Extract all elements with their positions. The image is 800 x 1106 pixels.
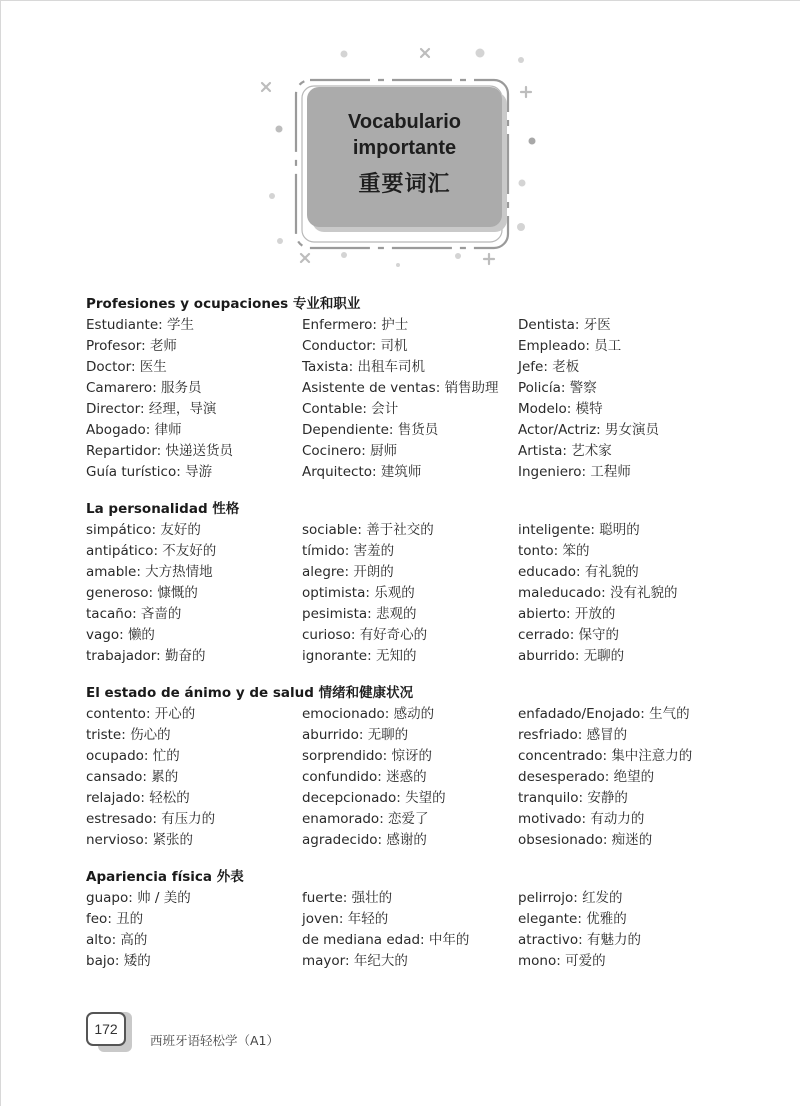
vocab-entry	[86, 462, 212, 483]
spanish-term: Abogado:	[86, 422, 151, 438]
spanish-term: desesperado:	[518, 769, 610, 785]
vocab-row	[86, 746, 726, 767]
chinese-translation: 可爱的	[565, 953, 606, 969]
spanish-term: Arquitecto:	[302, 464, 377, 480]
vocab-entry	[302, 420, 438, 441]
title-line-1: Vocabulario	[348, 111, 461, 133]
vocab-entry	[518, 888, 623, 909]
spanish-term: resfriado:	[518, 727, 583, 743]
vocab-entry	[302, 746, 432, 767]
vocab-entry	[86, 583, 198, 604]
page-number-badge	[86, 1012, 126, 1046]
section-heading: Apariencia física 外表	[86, 869, 244, 885]
chinese-translation: 绝望的	[613, 769, 655, 785]
chinese-translation: 矮的	[123, 953, 151, 969]
vocab-section	[86, 499, 726, 667]
chinese-translation: 工程师	[590, 464, 631, 480]
vocab-section	[86, 683, 726, 851]
chinese-translation: 慷慨的	[157, 585, 198, 601]
chinese-translation: 医生	[139, 359, 167, 375]
vocab-entry	[518, 625, 619, 646]
title-line-2: importante	[352, 137, 457, 159]
chinese-translation: 高的	[120, 932, 148, 948]
chinese-translation: 安静的	[587, 790, 628, 806]
vocab-row	[86, 420, 726, 441]
page-number: 172	[94, 1021, 118, 1037]
spanish-term: abierto:	[518, 606, 571, 622]
chinese-translation: 强壮的	[351, 890, 393, 906]
chinese-translation: 感冒的	[586, 727, 628, 743]
section-heading: Profesiones y ocupaciones 专业和职业	[86, 296, 361, 312]
vocab-entry	[86, 725, 171, 746]
vocab-row	[86, 909, 726, 930]
book-title: 西班牙语轻松学（A1）	[150, 1033, 280, 1048]
spanish-term: atractivo:	[518, 932, 583, 948]
chinese-translation: 丑的	[116, 911, 144, 927]
spanish-term: confundido:	[302, 769, 382, 785]
spanish-term: pelirrojo:	[518, 890, 578, 906]
chinese-translation: 年纪大的	[353, 953, 408, 969]
chinese-translation: 出租车司机	[357, 359, 425, 375]
vocab-row	[86, 604, 726, 625]
spanish-term: simpático:	[86, 522, 157, 538]
chinese-translation: 有礼貌的	[584, 564, 639, 580]
section-heading: El estado de ánimo y de salud 情绪和健康状况	[86, 685, 414, 701]
vocab-entry	[86, 336, 177, 357]
vocab-entry	[518, 604, 615, 625]
vocab-row	[86, 830, 726, 851]
chinese-translation: 无聊的	[583, 648, 625, 664]
chinese-translation: 害羞的	[353, 543, 395, 559]
chinese-translation: 乐观的	[374, 585, 415, 601]
vocab-entry	[302, 604, 417, 625]
chinese-translation: 销售助理	[444, 380, 499, 396]
chinese-translation: 有好奇心的	[359, 627, 428, 643]
vocab-entry	[86, 930, 147, 951]
vocab-entry	[86, 788, 190, 809]
spanish-term: Actor/Actriz:	[518, 422, 601, 438]
vocab-entry	[86, 420, 182, 441]
spanish-term: Camarero:	[86, 380, 157, 396]
spanish-term: tonto:	[518, 543, 559, 559]
vocab-entry	[302, 378, 499, 399]
chinese-translation: 模特	[575, 401, 603, 417]
vocab-entry	[518, 520, 640, 541]
chinese-translation: 开朗的	[353, 564, 394, 580]
spanish-term: Contable:	[302, 401, 367, 417]
vocab-entry	[86, 441, 233, 462]
spanish-term: ocupado:	[86, 748, 149, 764]
chinese-translation: 售货员	[397, 422, 439, 438]
spanish-term: Dependiente:	[302, 422, 394, 438]
spanish-term: vago:	[86, 627, 124, 643]
vocab-row	[86, 725, 726, 746]
vocab-entry	[518, 930, 641, 951]
vocab-entry	[302, 830, 427, 851]
vocab-row	[86, 646, 726, 667]
spanish-term: alto:	[86, 932, 117, 948]
spanish-term: joven:	[302, 911, 344, 927]
vocab-entry	[302, 315, 408, 336]
spanish-term: Jefe:	[518, 359, 548, 375]
chinese-translation: 律师	[154, 422, 182, 438]
spanish-term: aburrido:	[518, 648, 580, 664]
vocab-row	[86, 704, 726, 725]
vocab-entry	[518, 336, 621, 357]
chinese-translation: 友好的	[160, 522, 201, 538]
spanish-term: triste:	[86, 727, 126, 743]
spanish-term: Taxista:	[302, 359, 354, 375]
chinese-translation: 轻松的	[149, 790, 190, 806]
chinese-translation: 有魅力的	[586, 932, 641, 948]
spanish-term: cansado:	[86, 769, 147, 785]
vocab-entry	[518, 357, 579, 378]
vocab-entry	[86, 830, 193, 851]
vocab-entry	[302, 788, 446, 809]
chinese-translation: 大方热情地	[145, 564, 213, 580]
spanish-term: obsesionado:	[518, 832, 608, 848]
spanish-term: concentrado:	[518, 748, 608, 764]
chinese-translation: 学生	[167, 317, 195, 333]
chinese-translation: 导游	[185, 464, 213, 480]
vocab-entry	[518, 646, 624, 667]
spanish-term: mono:	[518, 953, 561, 969]
spanish-term: de mediana edad:	[302, 932, 425, 948]
vocab-row	[86, 888, 726, 909]
vocab-entry	[518, 767, 654, 788]
vocab-entry	[302, 541, 394, 562]
chinese-translation: 失望的	[405, 790, 446, 806]
spanish-term: nervioso:	[86, 832, 149, 848]
vocab-entry	[302, 809, 429, 830]
vocab-entry	[302, 583, 415, 604]
chinese-translation: 男女演员	[605, 422, 660, 438]
spanish-term: antipático:	[86, 543, 158, 559]
vocab-entry	[86, 888, 191, 909]
spanish-term: amable:	[86, 564, 141, 580]
chinese-translation: 中年的	[428, 932, 470, 948]
spanish-term: Modelo:	[518, 401, 572, 417]
vocab-entry	[518, 420, 659, 441]
chinese-translation: 开放的	[574, 606, 616, 622]
chinese-translation: 悲观的	[376, 606, 417, 622]
vocab-entry	[302, 930, 469, 951]
spanish-term: Cocinero:	[302, 443, 366, 459]
chinese-translation: 艺术家	[571, 443, 612, 459]
chinese-translation: 牙医	[583, 317, 611, 333]
chinese-translation: 服务员	[161, 380, 202, 396]
chinese-translation: 痴迷的	[611, 832, 653, 848]
vocab-row	[86, 541, 726, 562]
vocab-row	[86, 625, 726, 646]
vocab-entry	[302, 725, 408, 746]
chinese-translation: 有动力的	[590, 811, 645, 827]
spanish-term: educado:	[518, 564, 581, 580]
vocab-entry	[518, 909, 627, 930]
vocab-entry	[86, 315, 194, 336]
vocab-entry	[86, 399, 216, 420]
vocab-row	[86, 930, 726, 951]
spanish-term: maleducado:	[518, 585, 606, 601]
chinese-translation: 迷惑的	[386, 769, 427, 785]
spanish-term: ignorante:	[302, 648, 372, 664]
vocab-entry	[518, 399, 603, 420]
spanish-term: generoso:	[86, 585, 154, 601]
chinese-translation: 懒的	[127, 627, 155, 643]
spanish-term: aburrido:	[302, 727, 364, 743]
spanish-term: emocionado:	[302, 706, 390, 722]
spanish-term: agradecido:	[302, 832, 383, 848]
vocab-entry	[518, 441, 612, 462]
spanish-term: Policía:	[518, 380, 566, 396]
vocab-entry	[518, 788, 628, 809]
chinese-translation: 开心的	[154, 706, 196, 722]
spanish-term: enfadado/Enojado:	[518, 706, 645, 722]
vocabulary-list	[86, 294, 726, 988]
vocab-entry	[86, 746, 180, 767]
spanish-term: tímido:	[302, 543, 350, 559]
vocab-entry	[86, 625, 155, 646]
vocab-row	[86, 336, 726, 357]
spanish-term: Profesor:	[86, 338, 146, 354]
vocab-entry	[86, 704, 195, 725]
spanish-term: Conductor:	[302, 338, 377, 354]
vocab-entry	[302, 767, 427, 788]
vocab-entry	[518, 562, 639, 583]
chinese-translation: 员工	[594, 338, 622, 354]
chinese-translation: 生气的	[649, 706, 690, 722]
spanish-term: Empleado:	[518, 338, 590, 354]
vocab-row	[86, 462, 726, 483]
chinese-translation: 司机	[380, 338, 408, 354]
vocab-entry	[302, 625, 427, 646]
chinese-translation: 帅 / 美的	[137, 890, 191, 906]
vocab-entry	[518, 704, 690, 725]
chinese-translation: 集中注意力的	[611, 748, 693, 764]
chinese-translation: 伤心的	[130, 727, 171, 743]
chinese-translation: 红发的	[582, 890, 623, 906]
spanish-term: sorprendido:	[302, 748, 388, 764]
section-heading: La personalidad 性格	[86, 501, 240, 517]
chinese-translation: 勤奋的	[164, 648, 206, 664]
chinese-translation: 年轻的	[347, 911, 389, 927]
vocab-entry	[302, 888, 392, 909]
spanish-term: enamorado:	[302, 811, 384, 827]
spanish-term: curioso:	[302, 627, 356, 643]
vocab-entry	[302, 336, 408, 357]
page-footer	[86, 1012, 386, 1058]
spanish-term: elegante:	[518, 911, 582, 927]
vocab-section	[86, 867, 726, 972]
spanish-term: Ingeniero:	[518, 464, 587, 480]
title-chinese: 重要词汇	[358, 172, 451, 197]
spanish-term: Artista:	[518, 443, 567, 459]
vocab-row	[86, 399, 726, 420]
spanish-term: fuerte:	[302, 890, 348, 906]
vocab-entry	[86, 562, 213, 583]
chinese-translation: 聪明的	[599, 522, 640, 538]
vocab-entry	[86, 767, 178, 788]
chinese-translation: 建筑师	[380, 464, 422, 480]
chinese-translation: 厨师	[370, 443, 398, 459]
chinese-translation: 恋爱了	[388, 811, 429, 827]
chinese-translation: 护士	[381, 317, 409, 333]
spanish-term: tranquilo:	[518, 790, 584, 806]
chinese-translation: 会计	[371, 401, 399, 417]
vocab-entry	[302, 909, 388, 930]
chinese-translation: 累的	[151, 769, 179, 785]
vocab-row	[86, 767, 726, 788]
chinese-translation: 不友好的	[162, 543, 217, 559]
vocab-row	[86, 357, 726, 378]
vocab-row	[86, 520, 726, 541]
spanish-term: decepcionado:	[302, 790, 401, 806]
vocab-entry	[518, 830, 652, 851]
vocab-entry	[86, 604, 181, 625]
spanish-term: tacaño:	[86, 606, 137, 622]
vocab-entry	[518, 315, 611, 336]
spanish-term: Guía turístico:	[86, 464, 181, 480]
chinese-translation: 有压力的	[161, 811, 216, 827]
spanish-term: sociable:	[302, 522, 362, 538]
chinese-translation: 笨的	[562, 543, 590, 559]
spanish-term: Asistente de ventas:	[302, 380, 441, 396]
chinese-translation: 无聊的	[367, 727, 409, 743]
vocab-row	[86, 951, 726, 972]
vocab-entry	[518, 725, 627, 746]
vocab-row	[86, 583, 726, 604]
chinese-translation: 忙的	[152, 748, 180, 764]
spanish-term: pesimista:	[302, 606, 372, 622]
chinese-translation: 老师	[149, 338, 177, 354]
chinese-translation: 经理，导演	[148, 401, 217, 417]
vocab-row	[86, 788, 726, 809]
vocab-entry	[302, 646, 416, 667]
vocab-entry	[302, 357, 425, 378]
spanish-term: cerrado:	[518, 627, 575, 643]
vocab-entry	[86, 520, 201, 541]
chinese-translation: 紧张的	[152, 832, 194, 848]
spanish-term: Dentista:	[518, 317, 580, 333]
vocab-row	[86, 378, 726, 399]
chinese-translation: 保守的	[578, 627, 620, 643]
vocab-entry	[302, 520, 434, 541]
vocab-row	[86, 315, 726, 336]
vocab-entry	[86, 909, 143, 930]
chinese-translation: 快递送货员	[165, 443, 234, 459]
spanish-term: alegre:	[302, 564, 350, 580]
chinese-translation: 感谢的	[386, 832, 427, 848]
vocab-row	[86, 809, 726, 830]
chinese-translation: 老板	[552, 359, 580, 375]
spanish-term: bajo:	[86, 953, 120, 969]
spanish-term: Doctor:	[86, 359, 136, 375]
chinese-translation: 警察	[569, 380, 597, 396]
vocab-entry	[518, 541, 590, 562]
vocab-entry	[86, 646, 205, 667]
spanish-term: inteligente:	[518, 522, 595, 538]
header-title	[307, 87, 502, 227]
vocab-entry	[518, 583, 677, 604]
spanish-term: Repartidor:	[86, 443, 162, 459]
vocab-entry	[518, 809, 644, 830]
spanish-term: Director:	[86, 401, 145, 417]
vocab-entry	[302, 462, 421, 483]
spanish-term: mayor:	[302, 953, 350, 969]
spanish-term: contento:	[86, 706, 151, 722]
chinese-translation: 无知的	[375, 648, 417, 664]
spanish-term: feo:	[86, 911, 112, 927]
vocab-entry	[302, 441, 397, 462]
vocab-entry	[302, 951, 408, 972]
chinese-translation: 善于社交的	[366, 522, 434, 538]
vocab-section	[86, 294, 726, 483]
chinese-translation: 惊讶的	[391, 748, 433, 764]
spanish-term: motivado:	[518, 811, 587, 827]
chinese-translation: 优雅的	[586, 911, 627, 927]
chinese-translation: 感动的	[393, 706, 435, 722]
vocab-entry	[86, 378, 202, 399]
vocab-entry	[86, 541, 216, 562]
vocab-entry	[518, 746, 692, 767]
vocab-entry	[302, 562, 394, 583]
chinese-translation: 吝啬的	[140, 606, 182, 622]
vocab-entry	[86, 951, 151, 972]
spanish-term: guapo:	[86, 890, 133, 906]
vocab-row	[86, 562, 726, 583]
vocab-entry	[302, 704, 434, 725]
spanish-term: Estudiante:	[86, 317, 163, 333]
vocab-entry	[302, 399, 398, 420]
spanish-term: estresado:	[86, 811, 157, 827]
spanish-term: optimista:	[302, 585, 370, 601]
spanish-term: trabajador:	[86, 648, 161, 664]
vocab-entry	[518, 462, 631, 483]
vocab-entry	[518, 951, 606, 972]
vocab-row	[86, 441, 726, 462]
chinese-translation: 没有礼貌的	[609, 585, 678, 601]
vocab-entry	[86, 357, 167, 378]
vocab-entry	[518, 378, 597, 399]
spanish-term: Enfermero:	[302, 317, 377, 333]
vocab-entry	[86, 809, 215, 830]
spanish-term: relajado:	[86, 790, 145, 806]
